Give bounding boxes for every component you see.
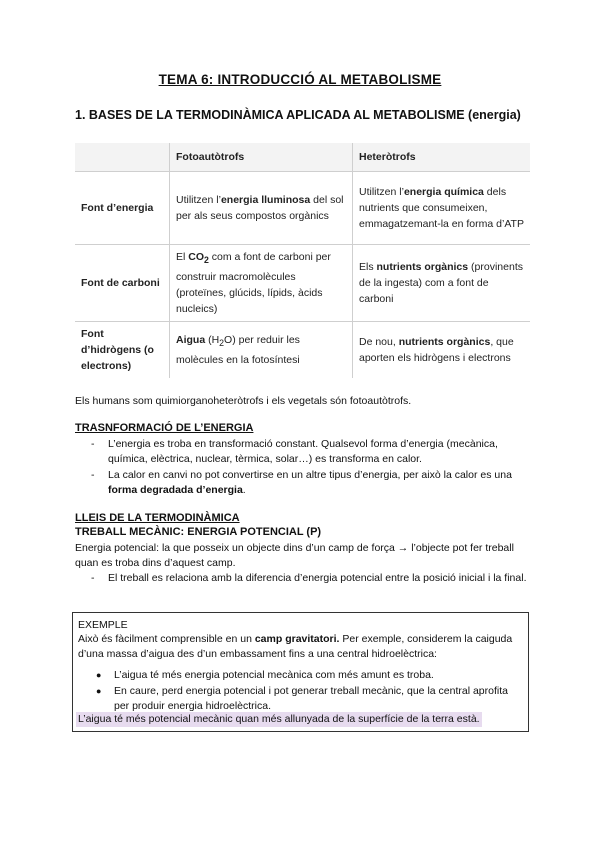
table-header-row (75, 143, 530, 172)
transformation-list (75, 437, 530, 499)
example-intro: Això és fàcilment comprensible en un camp gravitatori. Per exemple, considerem la caiguda d’una massa d’aigua des d’un embassament fins a una central hidroelèctrica: (78, 633, 513, 660)
transformation-heading: TRASNFORMACIÓ DE L’ENERGIA (75, 422, 254, 434)
table-cell: Utilitzen l’energia química dels nutrients que consumeixen, emmagatzemant-la en forma d’ATP (353, 172, 531, 245)
highlighted-conclusion: L’aigua té més potencial mecànic quan més allunyada de la superfície de la terra està. (78, 713, 480, 725)
list-item: - La calor en canvi no pot convertirse en un altre tipus d’energia, per això la calor es una forma degradada d’energia. (91, 469, 512, 496)
row-label: Font d’energia (75, 172, 170, 245)
list-item: ● L’aigua té més energia potencial mecànica com més amunt es troba. (96, 669, 434, 681)
table-row (75, 172, 530, 245)
comparison-table (75, 143, 530, 378)
table-cell: Utilitzen l’energia lluminosa del sol per als seus compostos orgànics (170, 172, 353, 245)
table-row (75, 245, 530, 322)
laws-subheading: TREBALL MECÀNIC: ENERGIA POTENCIAL (P) (75, 526, 322, 538)
page-title: TEMA 6: INTRODUCCIÓ AL METABOLISME (158, 72, 442, 87)
example-bullets (78, 668, 523, 715)
table-header-cell: Heteròtrofs (353, 143, 531, 172)
table-header-cell (75, 143, 170, 172)
table-cell: Els nutrients orgànics (provinents de la ingesta) com a font de carboni (353, 245, 531, 322)
row-label: Font de carboni (75, 245, 170, 322)
potential-energy-paragraph: Energia potencial: la que posseix un objecte dins d’un camp de força → l’objecte pot fer treball quan es troba dins d’aquest camp. (75, 542, 514, 569)
list-item: - L’energia es troba en transformació constant. Qualsevol forma d’energia (mecànica, química, elèctrica, nuclear, tèrmica, solar…) es transforma en calor. (91, 438, 498, 465)
laws-list (75, 571, 530, 587)
example-box (72, 612, 529, 732)
list-item: - El treball es relaciona amb la diferencia d’energia potencial entre la posició inicial i la final. (91, 572, 527, 584)
table-cell: Aigua $(H_2O)$ per reduir les molècules en la fotosíntesi (170, 322, 353, 379)
row-label: Font d’hidrògens (o electrons) (75, 322, 170, 379)
table-header-cell: Fotoautòtrofs (170, 143, 353, 172)
table-cell: De nou, nutrients orgànics, que aporten els hidrògens i electrons (359, 336, 514, 364)
section-heading: 1. BASES DE LA TERMODINÀMICA APLICADA AL METABOLISME (energia) (75, 108, 521, 122)
table-row (75, 322, 530, 379)
list-item: ● En caure, perd energia potencial i pot generar treball mecànic, que la central aprofita per produir energia hidroelèctrica. (96, 685, 508, 712)
table-cell: El $CO_2$ com a font de carboni per construir macromolècules (proteïnes, glúcids, lípids, àcids nucleics) (170, 245, 353, 322)
laws-heading: LLEIS DE LA TERMODINÀMICA (75, 512, 240, 524)
table-note: Els humans som quimiorganoheteròtrofs i els vegetals són fotoautòtrofs. (75, 395, 412, 407)
example-label: EXEMPLE (78, 619, 128, 631)
